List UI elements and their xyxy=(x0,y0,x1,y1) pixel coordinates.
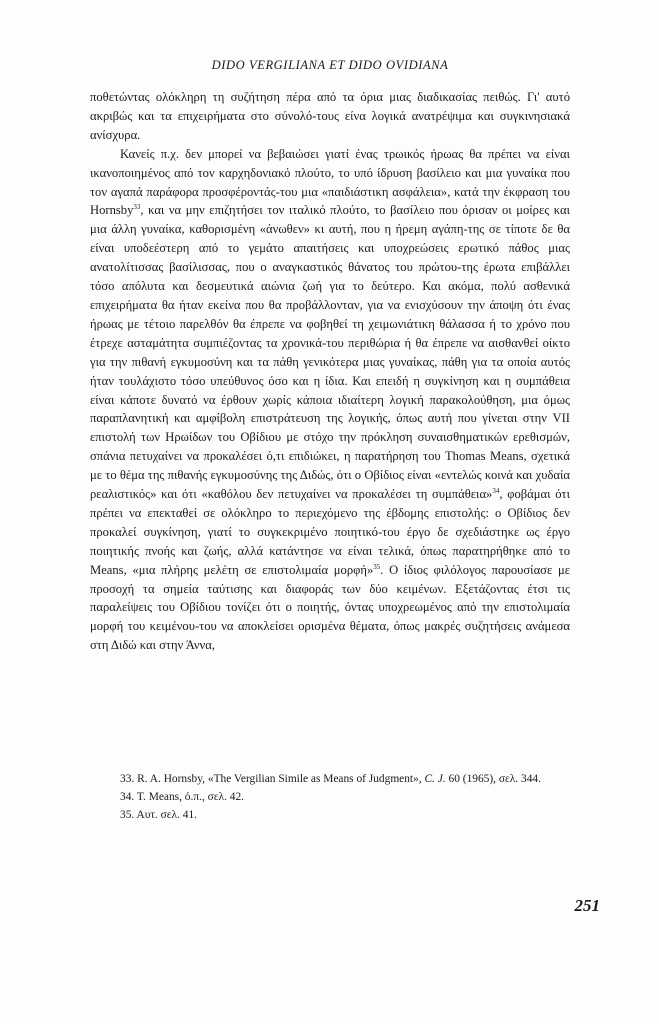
footnote-number: 35. xyxy=(120,808,135,821)
footnote-number: 33. xyxy=(120,773,135,785)
paragraph-text: Κανείς π.χ. δεν μπορεί να βεβαιώσει γιατί ένας τρωικός ήρωας θα πρέπει να είναι ικανοποιημένος από τον καρχηδονιακό πλούτο, το υπό ίδρυση βασίλειο και μια γυναίκα που τον αγαπά παράφορα προσφέροντάς-του μια «παιδιάστικη ασφάλεια», κατά την έκφραση του Hornsby xyxy=(90,146,570,218)
footnote-ref-34[interactable]: 34 xyxy=(492,487,500,496)
footnote-journal: ό.π. xyxy=(184,790,202,803)
footnote-ref-35[interactable]: 35 xyxy=(373,562,381,571)
footnote-34 xyxy=(90,789,570,807)
footnote-number: 34. xyxy=(120,790,135,803)
running-head: DIDO VERGILIANA ET DIDO OVIDIANA xyxy=(211,58,449,72)
footnote-ref-33[interactable]: 33 xyxy=(133,203,141,212)
paragraph-continued: ποθετώντας ολόκληρη τη συζήτηση πέρα από τα όρια μιας διαδικασίας πειθώς. Γι' αυτό ακριβώς και τα επιχειρήματα στο σύνολό-τους είνα λογικά ανατρέψιμα και συγκινησιακά ανίσχυρα. xyxy=(90,90,570,142)
paragraph-text: . Ο ίδιος φιλόλογος παρουσίασε με προσοχή τα σημεία ταύτισης και διαφοράς των δύο κειμένων. Εξετάζοντας έτσι τις παραλείψεις του Οβίδιου τονίζει ότι ο ποιητής, όντας υποχρεωμένος από την επιστολιμαία μορφή του κειμένου-του να αποκλείσει ορισμένα θέματα, όπως μακρές συζητήσεις ανάμεσα στη Διδώ και στην Άννα, xyxy=(90,562,570,653)
footnote-text: 60 (1965), σελ. 344. xyxy=(445,773,541,785)
footnote-text: , σελ. 42. xyxy=(201,790,245,803)
footnote-text: R. A. Hornsby, «The Vergilian Simile as Means of Judgment», xyxy=(137,773,425,785)
paragraph-text: , φοβάμαι ότι πρέπει να επεκταθεί σε ολόκληρο το περιεχόμενο της έβδομης επιστολής: ο Οβίδιος δεν προκαλεί συγκίνηση, γιατί το συγκεκριμένο ποιητικό-του έργο δε σχεδιάστηκε ως έργο ποιητικής πνοής και ζωής, αλλά κατάντησε να είναι τελικά, όπως παρατηρήθηκε από το Means, «μια πλήρης μελέτη σε επιστολιμαία μορφή» xyxy=(90,487,570,577)
footnote-33 xyxy=(90,771,570,789)
page-number: 251 xyxy=(574,896,600,915)
paragraph-main xyxy=(90,145,570,655)
footnotes xyxy=(90,771,570,824)
footnote-35 xyxy=(90,807,570,825)
footnote-journal: C. J. xyxy=(424,773,446,785)
paragraph-text: , και να μην επιζητήσει τον ιταλικό πλούτο, το βασίλειο που όρισαν οι μοίρες και μια άλλη γυναίκα, καθορισμένη «άνωθεν» κι αυτή, που η ήρεμη αγάπη-της σε τίποτε δε θα είναι υποδεέστερη από το γεμάτο απαιτήσεις και υποχρεώσεις ερωτικό πάθος μιας ανατολίτισσας βασίλισσας, που ο αναγκαστικός θάνατος του πρώτου-της έρωτα επιβάλλει τόσο απόλυτα και δεσμευτικά αιώνια ζωή για το δεύτερο. Και ακόμα, πολύ ασθενικά επιχειρήματα θα ήταν εκείνα που θα προβάλλονταν, για να ενισχύσουν την άποψη ότι ένας ήρωας με τέτοιο παρελθόν θα έπρεπε να φοβηθεί τη χειμωνιάτικη θάλασσα ή το χρόνο που έτρεχε ασταμάτητα συμπιέζοντας τα χρονικά-του περιθώρια ή θα έπρεπε να αισθανθεί οίκτο για την πιθανή εγκυμοσύνη και τα πάθη γενικότερα μιας γυναίκας, πάθη για τα οποία αυτός ήταν τουλάχιστο τόσο υπεύθυνος όσο και η ίδια. Και επειδή η συγκίνηση και η συμπάθεια είναι κάποτε δυνατό να έρθουν χωρίς κάποια ιδιαίτερη λογική παρακολούθηση, μια όμως παραπλανητική και αμφίβολη επιστράτευση της λογικής, όπως αυτή που γίνεται στην VII επιστολή των Ηρωίδων του Οβίδιου με στόχο την πρόκληση συναισθηματικών ερεθισμών, σπάνια πετυχαίνει να προκαλέσει ό,τι επιδιώκει, η παρατήρηση του Thomas Means, σχετικά με το θέμα της πιθανής εγκυμοσύνης της Διδώς, ότι ο Οβίδιος είναι «εντελώς κοινά και χυδαία ρεαλιστικός» και ότι «καθόλου δεν πετυχαίνει να προκαλέσει τη συμπάθεια» xyxy=(90,203,570,502)
footnote-text: Αυτ. σελ. 41. xyxy=(136,808,197,821)
footnote-text: T. Means, xyxy=(136,790,185,803)
body-text xyxy=(90,88,570,655)
